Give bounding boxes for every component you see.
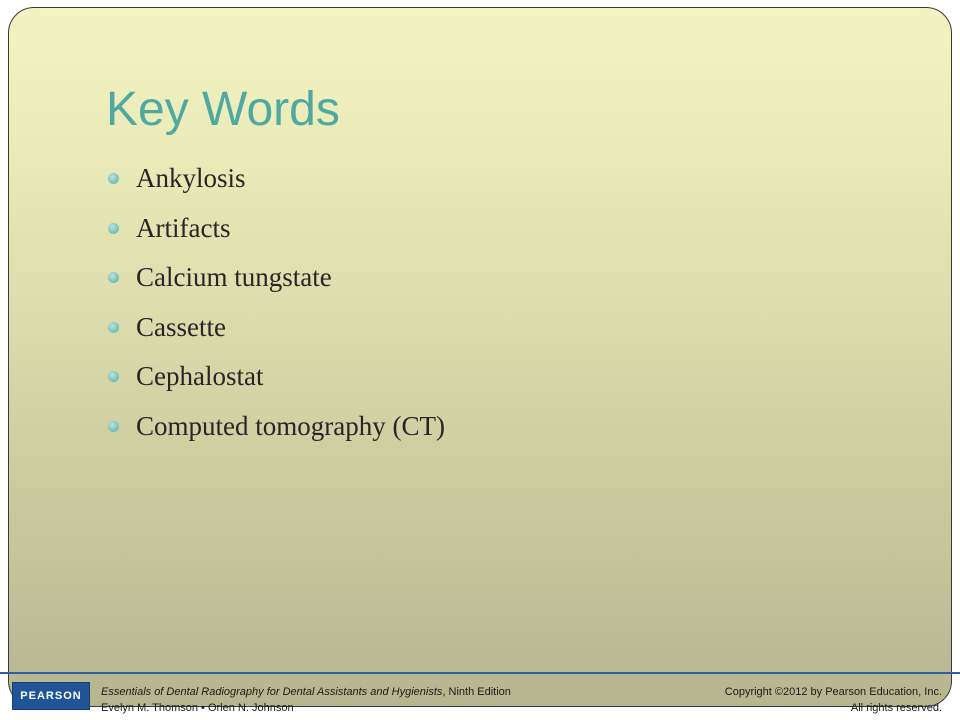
rights-text: All rights reserved. — [850, 702, 942, 714]
copyright-text: Copyright ©2012 by Pearson Education, Inc. — [724, 686, 942, 698]
pearson-logo — [12, 682, 90, 710]
bullet-item — [106, 154, 445, 204]
bullet-text: Artifacts — [136, 212, 231, 243]
bullet-item — [106, 253, 445, 303]
book-title-line — [101, 684, 511, 700]
bullet-text: Cephalostat — [136, 361, 264, 392]
bullet-item — [106, 352, 445, 402]
bullet-item — [106, 402, 445, 452]
logo-text: PEARSON — [20, 690, 82, 702]
bullet-text: Computed tomography (CT) — [136, 410, 445, 441]
bullet-text: Ankylosis — [136, 163, 246, 193]
bullet-icon — [108, 322, 119, 333]
book-edition: , Ninth Edition — [442, 686, 511, 698]
footer-divider — [0, 672, 960, 674]
bullet-item — [106, 303, 445, 353]
bullet-list — [106, 154, 445, 452]
bullet-icon — [108, 371, 119, 382]
footer-citation — [101, 684, 511, 716]
bullet-icon — [108, 173, 119, 184]
bullet-item — [106, 204, 445, 254]
bullet-icon — [108, 223, 119, 234]
slide-title: Key Words — [106, 83, 340, 136]
book-title: Essentials of Dental Radiography for Dental Assistants and Hygienists — [101, 686, 443, 698]
bullet-text: Calcium tungstate — [136, 262, 332, 293]
footer-copyright — [725, 684, 942, 716]
bullet-icon — [108, 272, 119, 283]
bullet-text: Cassette — [136, 311, 226, 342]
authors: Evelyn M. Thomson • Orlen N. Johnson — [101, 702, 294, 714]
bullet-icon — [108, 421, 119, 432]
